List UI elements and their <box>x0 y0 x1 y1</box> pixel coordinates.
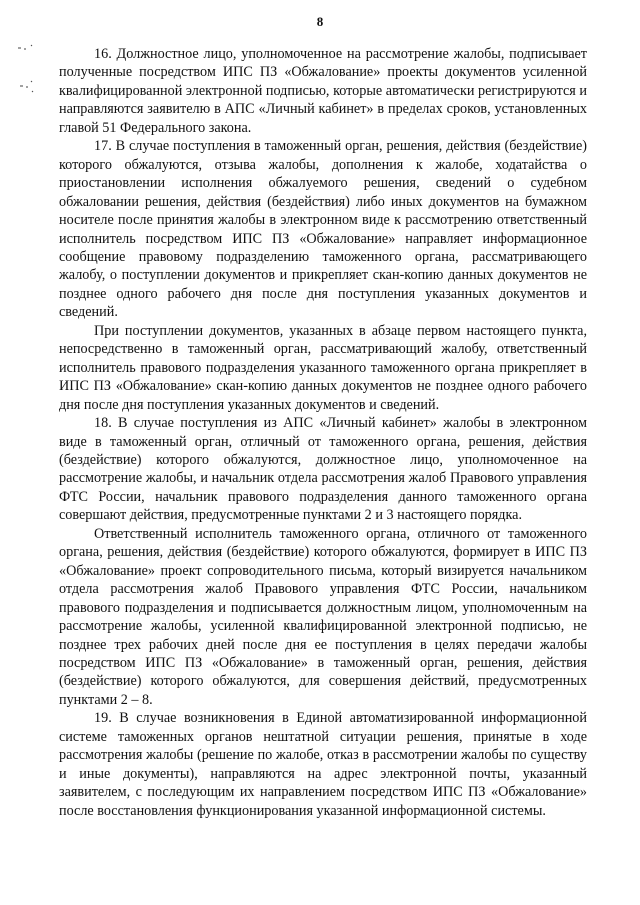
paragraph-18: 18. В случае поступления из АПС «Личный кабинет» жалобы в электронном виде в таможенный орган, отличный от таможенного органа, решения, действия (бездействие) которого обжалуются, должностное лицо, уполномоченное на рассмотрение жалобы, и начальник отдела рассмотрения жалоб Правового управления ФТС России, начальник правового подразделения данного таможенного органа совершают действия, предусмотренные пунктами 2 и 3 настоящего порядка. <box>59 415 587 524</box>
paragraph-18-part-2: Ответственный исполнитель таможенного органа, отличного от таможенного органа, решения, действия (бездействие) которого обжалуются, формирует в ИПС ПЗ «Обжалование» проект сопроводительного письма, который визируется начальником отдела рассмотрения жалоб Правового управления ФТС России, начальником правового подразделения и подписывается должностным лицом, уполномоченным на рассмотрение жалобы, усиленной квалифицированной электронной подписью, не позднее трех рабочих дней после дня ее поступления в целях передачи жалобы посредством ИПС ПЗ «Обжалование» в таможенный орган, решения, действия (бездействие) которого обжалуются, для совершения действий, предусмотренных пунктами 2 – 8. <box>59 525 587 708</box>
document-body <box>59 45 587 820</box>
paragraph-16: 16. Должностное лицо, уполномоченное на рассмотрение жалобы, подписывает полученные посредством ИПС ПЗ «Обжалование» проекты документов усиленной квалифицированной электронной подписью, которые автоматически регистрируются и направляются заявителю в АПС «Личный кабинет» в пределах сроков, установленных главой 51 Федерального закона. <box>59 46 587 136</box>
paragraph-17: 17. В случае поступления в таможенный орган, решения, действия (бездействие) которого обжалуются, отзыва жалобы, дополнения к жалобе, ходатайства о приостановлении исполнения обжалуемого решения, сведений о судебном обжаловании решения, действия (бездействия) либо иных документов на бумажном носителе после принятия жалобы в электронном виде к рассмотрению ответственный исполнитель посредством ИПС ПЗ «Обжалование» направляет информационное сообщение правовому подразделению таможенного органа, рассматривающего жалобу, о поступлении документов и прикрепляет скан-копию данных документов не позднее одного рабочего дня после дня поступления указанных документов и сведений. <box>59 138 587 321</box>
page-number: 8 <box>316 14 324 29</box>
paragraph-19: 19. В случае возникновения в Единой автоматизированной информационной системе таможенных органов нештатной ситуации решения, принятые в ходе рассмотрения жалобы (решение по жалобе, отказ в рассмотрении жалобы по существу и иные документы), направляются на адрес электронной почты, указанный заявителем, с последующим их направлением посредством ИПС ПЗ «Обжалование» после восстановления функционирования указанной информационной системы. <box>59 710 587 819</box>
paragraph-17-part-2: При поступлении документов, указанных в абзаце первом настоящего пункта, непосредственно в таможенный орган, рассматривающий жалобу, ответственный исполнитель правового подразделения указанного таможенного органа прикрепляет в ИПС ПЗ «Обжалование» скан-копию данных документов не позднее одного рабочего дня после дня поступления указанных документов и сведений. <box>59 322 587 413</box>
margin-scan-marks <box>14 40 44 110</box>
